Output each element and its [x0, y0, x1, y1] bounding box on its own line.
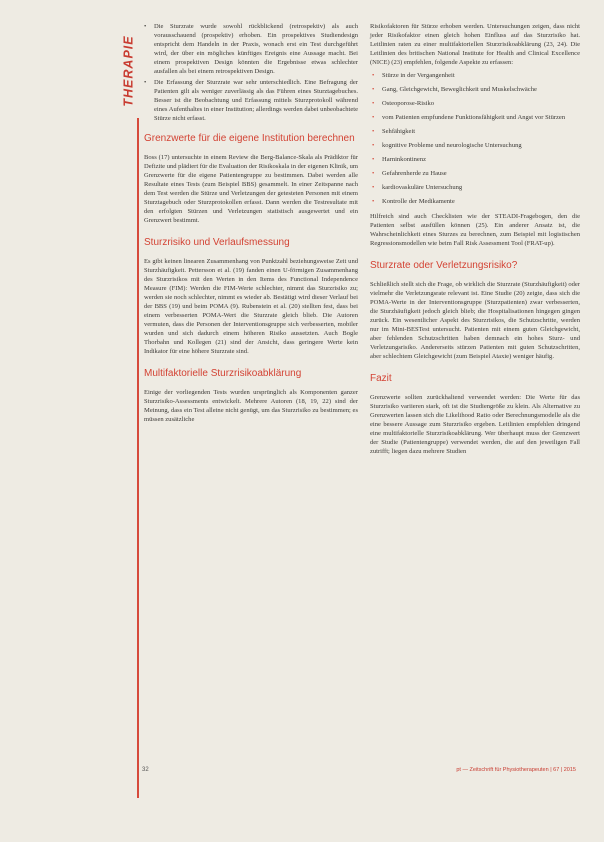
nice-aspects-list [370, 71, 580, 206]
left-column [144, 22, 358, 428]
paragraph: Hilfreich sind auch Checklisten wie der STEADI-Fragebogen, den die Patienten selbst ausfüllen können (25). Ein anderer Ansatz ist, die Wahrscheinlichkeit eines Sturzes zu berechnen, zum Beispiel mit logistischen Regressionsmodellen wie beim Fall Risk Assessment Tool (FRAT-up). [370, 213, 580, 247]
aspect-item: • Gang, Gleichgewicht, Beweglichkeit und Muskelschwäche [370, 85, 580, 94]
paragraph: Es gibt keinen linearen Zusammenhang von Punktzahl beziehungsweise Zeit und Sturzhäufigkeit. Pettersson et al. (19) fanden einen U-förmigen Zusammenhang des Sturzrisikos mit den Werten in den Items des Functional Independence Measure (FIM): Werden die FIM-Werte schlechter, nimmt das Sturzrisiko zu; werden sie noch schlechter, nimmt es wieder ab. Bestätigt wird dieser Verlauf bei der BBS (19) und beim POMA (9). Rubenstein et al. (20) stellten fest, dass bei einem verbesserten POMA-Wert die Sturzrate gleich blieb. Die Autoren vermuten, dass die Personen der Interventionsgruppe sich verbesserten, mobiler wurden und sich dadurch einem höheren Risiko aussetzten. Auch Bogle Thorbahn und Kollegen (21) sind der Ansicht, dass geringere Werte kein Indikator für eine höhere Sturzrate sind. [144, 258, 358, 355]
journal-footer: pt — Zeitschrift für Physiotherapeuten | 67 | 2015 [456, 767, 576, 773]
intro-bullet-item: • Die Erfassung der Sturzrate war sehr unterschiedlich. Eine Befragung der Patienten gilt als weniger zuverlässig als das Führen eines Sturztagebuches. Besser ist die Beobachtung und Erfassung mittels Sturzprotokoll während eines Aufenthaltes in einer Institution; allerdings werden dabei unbeobachtete Stürze nicht erfasst. [144, 78, 358, 123]
aspect-item: • kognitive Probleme und neurologische Untersuchung [370, 141, 580, 150]
margin-rule [137, 118, 139, 798]
intro-bullet-list [144, 22, 358, 123]
intro-bullet-item: • Die Sturzrate wurde sowohl rückblickend (retrospektiv) als auch vorausschauend (prospektiv) erhoben. Ein prospektives Studiendesign entspricht dem Handeln in der Praxis, wonach erst ein Test durchgeführt wird, der über ein mögliches künftiges Ereignis eine Aussage macht. Bei einem prospektiven Design könnten die Ergebnisse etwas schlechter ausfallen als bei einem retrospektiven Design. [144, 22, 358, 76]
section-tab-label: THERAPIE [122, 35, 137, 107]
aspect-item: • vom Patienten empfundene Funktionsfähigkeit und Angst vor Stürzen [370, 113, 580, 122]
aspect-item: • Harninkontinenz [370, 155, 580, 164]
heading-sturzrate-verletzungsrisiko: Sturzrate oder Verletzungsrisiko? [370, 260, 518, 271]
paragraph: Schließlich stellt sich die Frage, ob wirklich die Sturzrate (Sturzhäufigkeit) oder vielmehr die Verletzungsrate relevant ist. Eine Studie (20) zeigte, dass sich die POMA-Werte in der Interventionsgruppe (Sturzpatienten) zwar verbesserten, die Sturzhäufigkeit jedoch gleich blieb; die Hospitalisationen hingegen gingen zurück. Ein wesentlicher Aspekt des Sturzrisikos, die Schutzschritte, werden nur im Mini-BESTest untersucht. Patienten mit einem guten Gleichgewicht, aber fehlenden Schutzschritten haben demnach ein hohes Sturz- und Verletzungsrisiko. Andererseits stürzen Patienten mit guten Schutzschritten, aber schlechtem Gleichgewicht (zum Beispiel Ataxie) weniger häufig. [370, 281, 580, 360]
paragraph: Einige der vorliegenden Tests wurden ursprünglich als Komponenten ganzer Sturzrisiko-Assessments entwickelt. Mehrere Autoren (18, 19, 22) sind der Meinung, dass ein Test alleine nicht genügt, um das Sturzrisiko zu bestimmen; es müssen zusätzliche [144, 389, 358, 423]
aspect-item: • Stürze in der Vergangenheit [370, 71, 580, 80]
heading-fazit: Fazit [370, 373, 392, 384]
page-number: 32 [142, 767, 149, 773]
aspect-item: • Gefahrenherde zu Hause [370, 169, 580, 178]
heading-multifaktorielle-abklaerung: Multifaktorielle Sturzrisikoabklärung [144, 368, 302, 379]
aspect-item: • Kontrolle der Medikamente [370, 197, 580, 206]
heading-sturzrisiko-verlauf: Sturzrisiko und Verlaufsmessung [144, 237, 290, 248]
aspect-item: • Osteoporose-Risiko [370, 99, 580, 108]
aspect-item: • Sehfähigkeit [370, 127, 580, 136]
paragraph: Grenzwerte sollten zurückhaltend verwendet werden: Die Werte für das Sturzrisiko variieren stark, oft ist die Studiengröße zu klein. Als Alternative zu Grenzwerten lassen sich die Likelihood Ratio oder Berechnungsmodelle als die eine bessere Aussage zum Sturzrisiko ergeben. Leitlinien empfehlen dringend eine multifaktorielle Sturzrisikoabklärung. Wer überhaupt muss der Grenzwert der Studie (Patientengruppe) verwendet werden, die auf den jeweiligen Fall zutrifft; liegen dazu mehrere Studien [370, 394, 580, 455]
heading-grenzwerte: Grenzwerte für die eigene Institution berechnen [144, 133, 355, 144]
paragraph: Boss (17) untersuchte in einem Review die Berg-Balance-Skala als Prädiktor für Defizite und plädiert für die Evaluation der Risikoskala in der eigenen Klinik, um Grenzwerte für die eigene Patientengruppe zu bestimmen. Dabei werden alle Resultate eines Tests (zum Beispiel BBS) gesammelt. In einer Zeitspanne nach dem Test werden die Stürze und Verletzungen der getesteten Personen mit einem Sturztagebuch oder Sturzprotokollen erfasst. Dann werden die Testresultate mit den erfolgten Stürzen und Verletzungen statistisch ausgewertet und ein Grenzwert bestimmt. [144, 154, 358, 224]
section-tab [112, 12, 146, 130]
paragraph: Risikofaktoren für Stürze erhoben werden. Untersuchungen zeigen, dass nicht jeder Risikofaktor einen gleich hohen Einfluss auf das Sturzrisiko hat. Leitlinien raten zu einer multifaktoriellen Sturzrisikoabklärung (23, 24). Die Leitlinien des britischen National Institute for Health and Clinical Excellence (NICE) (23) empfehlen, folgende Aspekte zu erfassen: [370, 23, 580, 66]
aspect-item: • kardiovaskuläre Untersuchung [370, 183, 580, 192]
right-column [370, 22, 580, 460]
